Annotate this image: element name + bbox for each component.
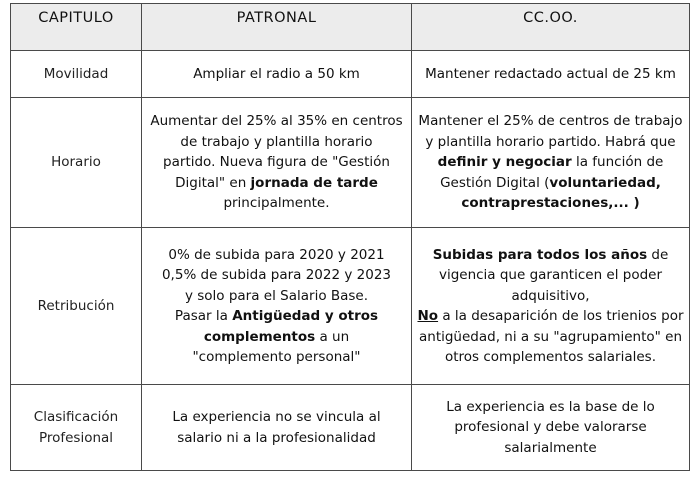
text-line: La experiencia es la base de lo: [446, 398, 655, 415]
emphasis-text: contraprestaciones,... ): [461, 195, 640, 212]
emphasis-text: definir y negociar: [437, 154, 572, 171]
text-fragment: Digital" en: [175, 174, 251, 191]
text-line: principalmente.: [223, 195, 330, 212]
ccoo-retribucion: [412, 228, 690, 385]
emphasis-text: Subidas para todos los años: [432, 246, 648, 263]
chapter-retribucion: Retribución: [11, 228, 142, 385]
table-row-clasificacion: [11, 385, 690, 471]
emphasis-text: [417, 308, 438, 324]
text-line: 0% de subida para 2020 y 2021: [168, 246, 385, 263]
patronal-horario: [142, 98, 412, 228]
chapter-movilidad: Movilidad: [11, 51, 142, 98]
text-line: y plantilla horario partido. Habrá que: [425, 133, 676, 150]
text-line: "complemento personal": [192, 349, 361, 365]
header-row: [11, 4, 690, 51]
text-line: Profesional: [38, 429, 114, 446]
patronal-clasificacion: [142, 385, 412, 471]
text-line: [415, 173, 686, 194]
text-line: vigencia que garanticen el poder: [438, 267, 663, 283]
emphasis-text: complementos: [203, 328, 316, 345]
text-line: salarialmente: [504, 439, 597, 456]
table-row-retribucion: [11, 228, 690, 385]
text-line: partido. Nueva figura de "Gestión: [163, 154, 390, 171]
table-row-horario: [11, 98, 690, 228]
text-line: Clasificación: [33, 409, 119, 425]
text-fragment: Pasar la: [174, 308, 233, 324]
text-line: [415, 306, 686, 327]
underlined-text: No: [417, 308, 439, 324]
text-line: [415, 152, 686, 173]
patronal-movilidad: Ampliar el radio a 50 km: [142, 51, 412, 98]
text-fragment: la función de: [571, 154, 664, 171]
text-line: [145, 173, 408, 194]
header-patronal-text: PATRONAL: [236, 9, 317, 26]
text-line: [415, 245, 686, 266]
header-patronal: [142, 4, 412, 51]
header-ccoo-text: CC.OO.: [523, 9, 578, 26]
text-line: adquisitivo,: [511, 287, 590, 304]
ccoo-horario: [412, 98, 690, 228]
text-line: 0,5% de subida para 2022 y 2023: [161, 267, 392, 283]
patronal-retribucion: [142, 228, 412, 385]
text-line: antigüedad, ni a su "agrupamiento" en: [418, 328, 683, 345]
text-fragment: a un: [315, 328, 350, 345]
table-row-movilidad: [11, 51, 690, 98]
text-line: [145, 306, 408, 327]
text-fragment: Gestión Digital (: [440, 174, 550, 191]
text-line: de trabajo y plantilla horario: [180, 133, 373, 150]
comparison-table: [10, 3, 690, 471]
text-line: Mantener el 25% de centros de trabajo: [418, 113, 683, 130]
header-ccoo: [412, 4, 690, 51]
emphasis-text: jornada de tarde: [250, 174, 378, 191]
ccoo-clasificacion: [412, 385, 690, 471]
chapter-clasificacion: [11, 385, 142, 471]
header-capitulo: [11, 4, 142, 51]
emphasis-text: voluntariedad,: [549, 174, 661, 191]
text-line: otros complementos salariales.: [444, 349, 657, 365]
text-line: [145, 327, 408, 348]
text-line: y solo para el Salario Base.: [184, 287, 369, 304]
text-fragment: de: [647, 246, 669, 263]
text-line: Aumentar del 25% al 35% en centros: [150, 113, 403, 130]
header-capitulo-text: CAPITULO: [38, 9, 114, 26]
chapter-horario: Horario: [11, 98, 142, 228]
text-line: profesional y debe valorarse: [454, 419, 647, 436]
text-line: La experiencia no se vincula al: [172, 409, 381, 425]
text-fragment: a la desaparición de los trienios por: [438, 308, 684, 324]
text-line: salario ni a la profesionalidad: [177, 429, 376, 446]
emphasis-text: Antigüedad y otros: [232, 308, 379, 324]
ccoo-movilidad: Mantener redactado actual de 25 km: [412, 51, 690, 98]
text-line: [415, 193, 686, 214]
